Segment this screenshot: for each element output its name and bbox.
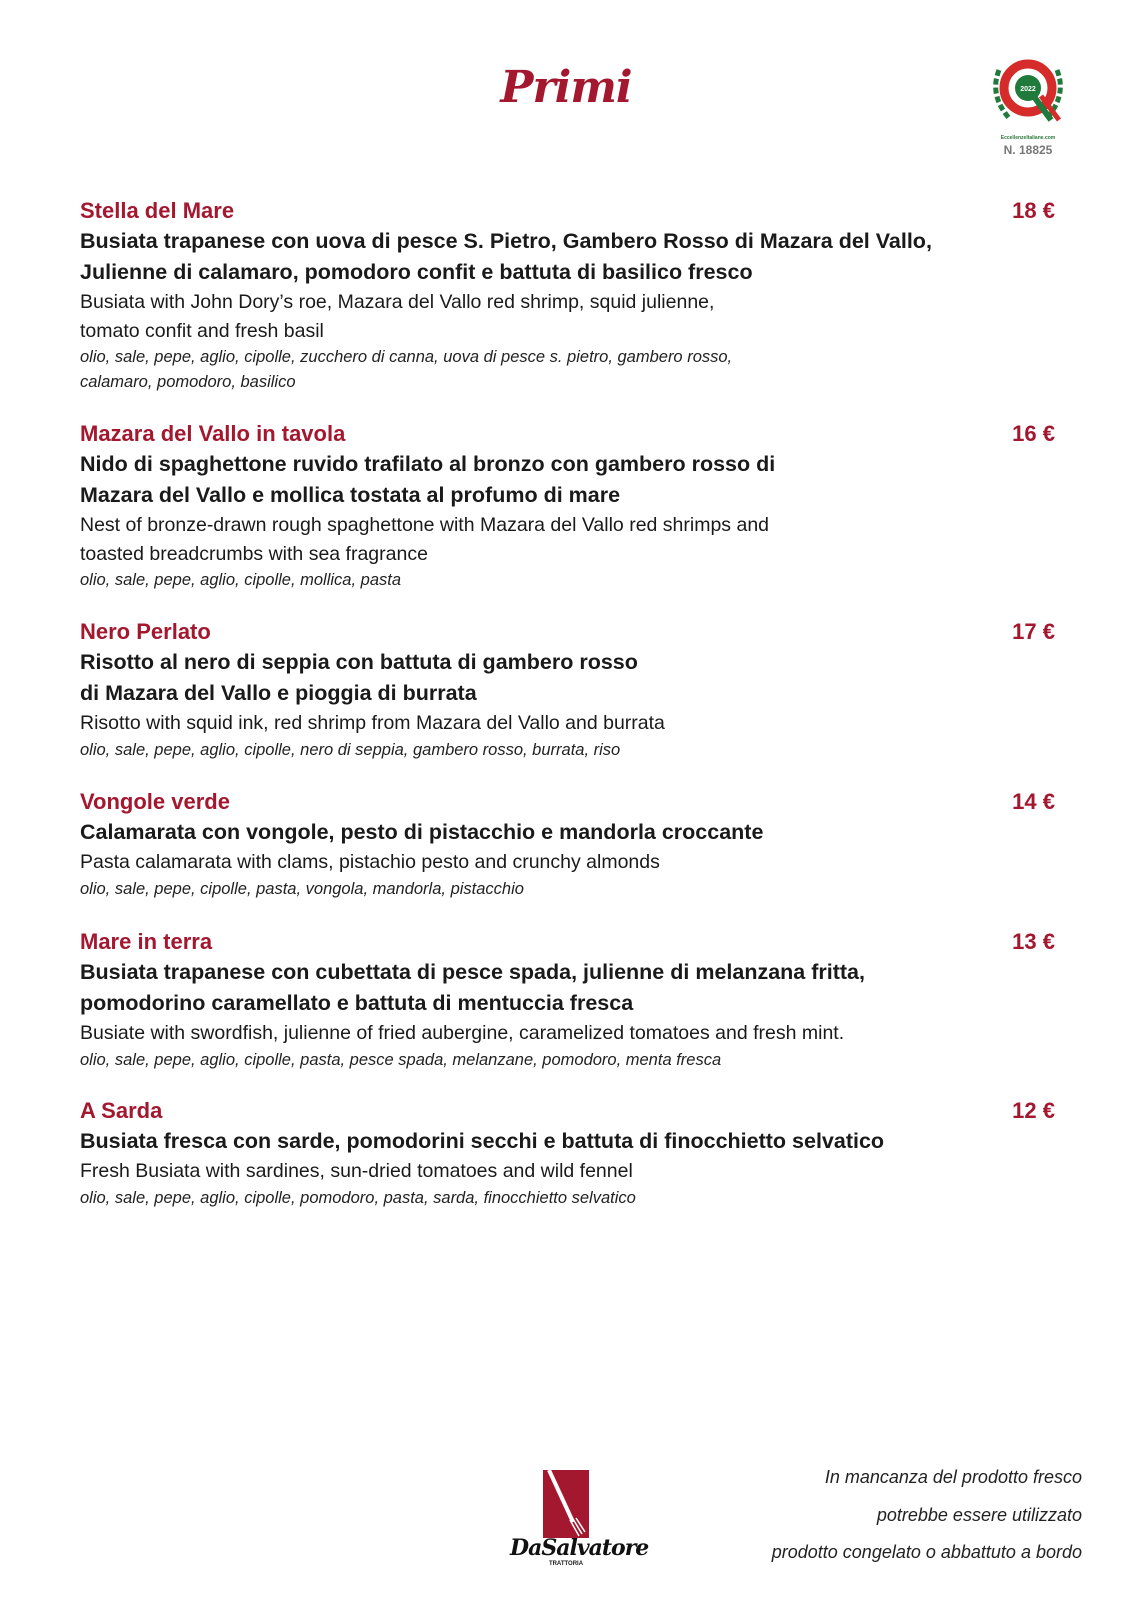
italian-description-line: Julienne di calamaro, pomodoro confit e battuta di basilico fresco [80, 260, 753, 284]
italian-description-line: di Mazara del Vallo e pioggia di burrata [80, 681, 477, 705]
item-header [80, 617, 1055, 647]
item-header [80, 419, 1055, 449]
item-header [80, 196, 1055, 226]
english-description-line: toasted breadcrumbs with sea fragrance [80, 542, 428, 565]
menu-item [80, 1096, 1055, 1211]
item-price: 16 € [1012, 421, 1055, 446]
item-name: Nero Perlato [80, 619, 211, 644]
item-header [80, 1096, 1055, 1126]
svg-text:2022: 2022 [1020, 86, 1036, 93]
menu-item [80, 927, 1055, 1073]
ingredients-line: olio, sale, pepe, cipolle, pasta, vongola, mandorla, pistacchio [80, 879, 524, 898]
ingredients-line: calamaro, pomodoro, basilico [80, 373, 296, 391]
badge-number: N. 18825 [1003, 143, 1053, 157]
menu-item [80, 617, 1055, 763]
italian-description-line: Busiata fresca con sarde, pomodorini secchi e battuta di finocchietto selvatico [80, 1129, 885, 1153]
menu-item [80, 419, 1055, 593]
eccellenze-italiane-badge [985, 50, 1071, 157]
italian-description-line: Mazara del Vallo e mollica tostata al profumo di mare [80, 483, 621, 507]
italian-description-line: Risotto al nero di seppia con battuta di gambero rosso [80, 650, 638, 674]
item-price: 18 € [1012, 198, 1055, 223]
italian-description-line: Busiata trapanese con uova di pesce S. Pietro, Gambero Rosso di Mazara del Vallo, [80, 229, 932, 253]
note-line: In mancanza del prodotto fresco [824, 1467, 1082, 1487]
laurel-seal-icon [985, 50, 1071, 130]
page-title: Primi [500, 62, 632, 113]
item-price: 13 € [1012, 929, 1055, 954]
item-name: A Sarda [80, 1098, 163, 1123]
logo-subtitle: TRATTORIA [548, 1561, 584, 1567]
item-name: Vongole verde [80, 789, 230, 814]
item-name: Stella del Mare [80, 198, 235, 223]
ingredients-line: olio, sale, pepe, aglio, cipolle, zucchero di canna, uova di pesce s. pietro, gambero rosso, [80, 348, 733, 366]
item-name: Mazara del Vallo in tavola [80, 421, 346, 446]
menu-item [80, 196, 1055, 395]
badge-site: EccellenzeItaliane.com [1000, 135, 1056, 141]
item-price: 17 € [1012, 619, 1055, 644]
ingredients-line: olio, sale, pepe, aglio, cipolle, nero di seppia, gambero rosso, burrata, riso [80, 740, 621, 759]
item-header [80, 927, 1055, 957]
fork-logo-icon [543, 1470, 589, 1538]
note-line: potrebbe essere utilizzato [876, 1504, 1082, 1525]
frozen-product-note [772, 1459, 1082, 1572]
italian-description-line: Calamarata con vongole, pesto di pistacchio e mandorla croccante [80, 820, 764, 844]
english-description-line: Nest of bronze-drawn rough spaghettone with Mazara del Vallo red shrimps and [80, 514, 770, 536]
ingredients-line: olio, sale, pepe, aglio, cipolle, pomodoro, pasta, sarda, finocchietto selvatico [80, 1188, 636, 1207]
ingredients-line: olio, sale, pepe, aglio, cipolle, mollica, pasta [80, 571, 402, 589]
logo-wordmark: DaSalvatore [510, 1535, 649, 1561]
english-description-line: Pasta calamarata with clams, pistachio pesto and crunchy almonds [80, 851, 660, 873]
item-header [80, 787, 1055, 817]
note-line: prodotto congelato o abbattuto a bordo [771, 1542, 1082, 1562]
da-salvatore-logo [510, 1470, 649, 1567]
item-price: 12 € [1012, 1098, 1055, 1123]
english-description-line: Busiate with swordfish, julienne of fried aubergine, caramelized tomatoes and fresh mint. [80, 1022, 845, 1044]
english-description-line: Risotto with squid ink, red shrimp from Mazara del Vallo and burrata [80, 712, 665, 734]
item-name: Mare in terra [80, 929, 213, 954]
english-description-line: tomato confit and fresh basil [80, 319, 324, 342]
english-description-line: Fresh Busiata with sardines, sun-dried tomatoes and wild fennel [80, 1160, 633, 1182]
ingredients-line: olio, sale, pepe, aglio, cipolle, pasta, pesce spada, melanzane, pomodoro, menta fresca [80, 1050, 722, 1069]
italian-description-line: pomodorino caramellato e battuta di mentuccia fresca [80, 991, 634, 1015]
italian-description-line: Busiata trapanese con cubettata di pesce spada, julienne di melanzana fritta, [80, 960, 865, 984]
english-description-line: Busiata with John Dory’s roe, Mazara del Vallo red shrimp, squid julienne, [80, 291, 715, 313]
italian-description-line: Nido di spaghettone ruvido trafilato al bronzo con gambero rosso di [80, 452, 776, 476]
menu-item [80, 787, 1055, 902]
item-price: 14 € [1012, 789, 1055, 814]
